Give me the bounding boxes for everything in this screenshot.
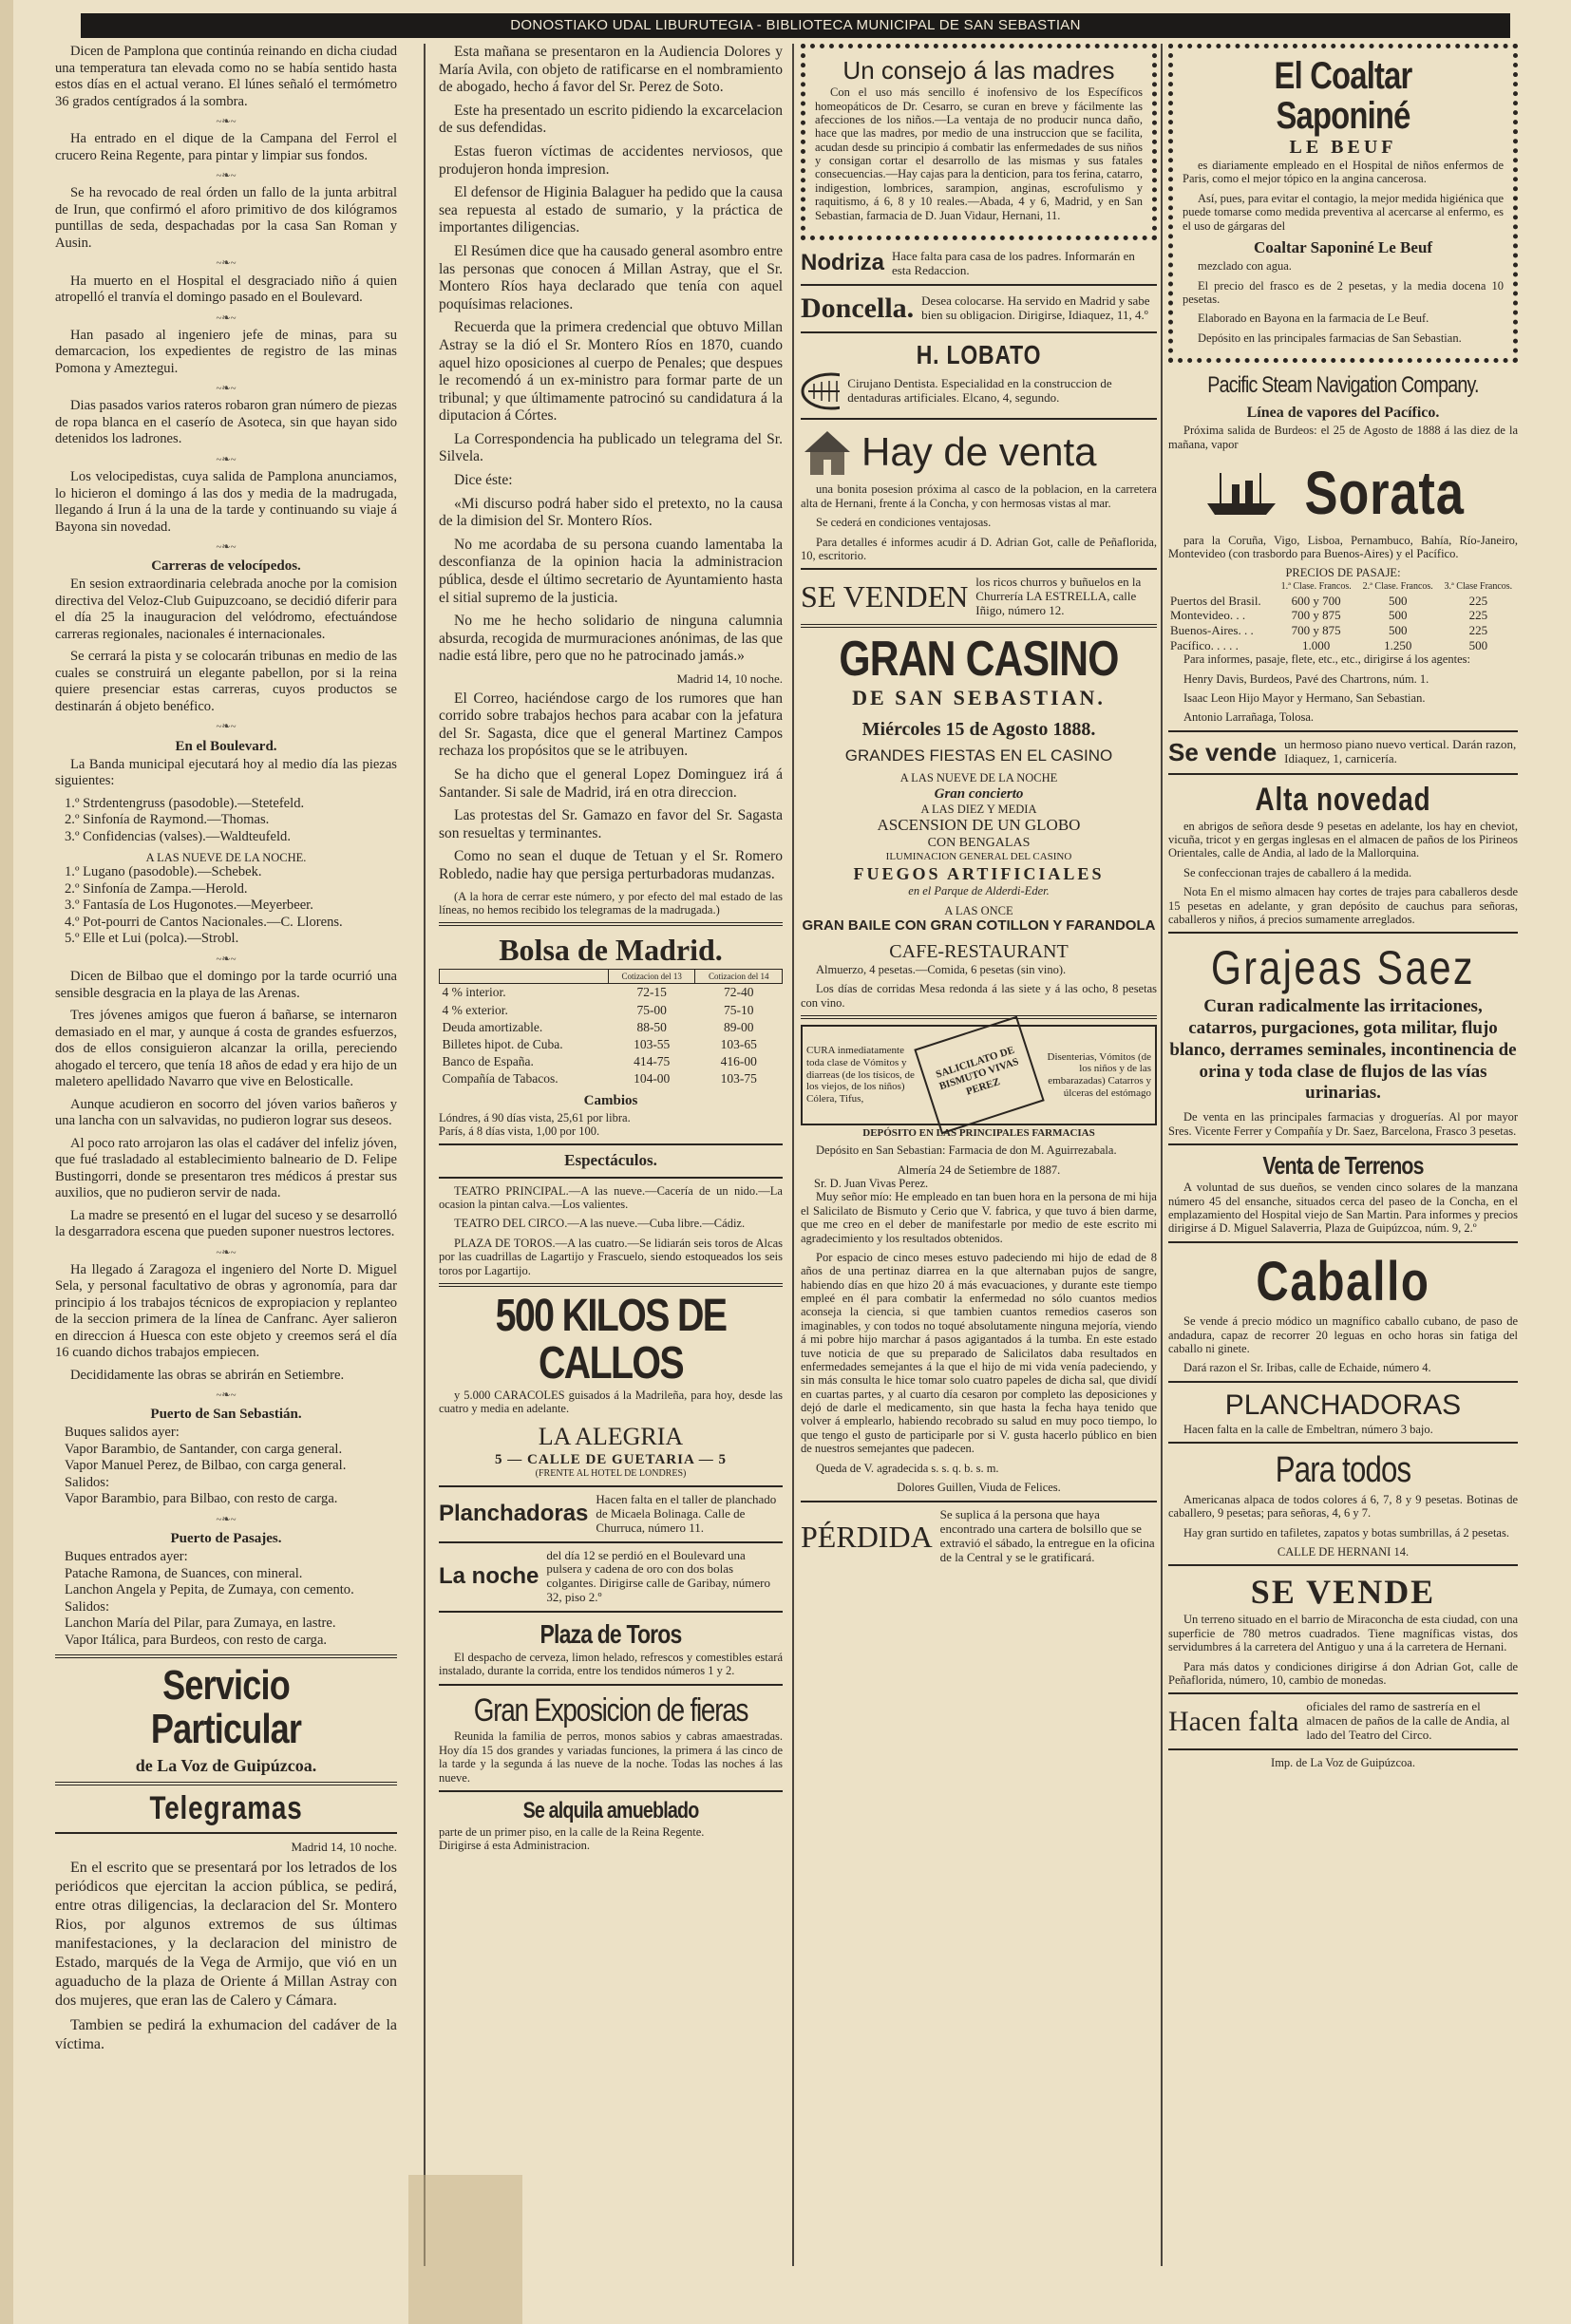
venta-heading: Hay de venta	[861, 429, 1097, 475]
casino-line: en el Parque de Alderdi-Eder.	[908, 884, 1050, 898]
ornament: ~❧~	[216, 383, 237, 395]
ad-text: un hermoso piano nuevo vertical. Darán razon, Idiaquez, 1, carnicería.	[1284, 737, 1517, 766]
ad-text: parte de un primer piso, en la calle de la Reina Regente.	[439, 1824, 705, 1839]
ad-text: Un terreno situado en el barrio de Miraconcha de esta ciudad, con una superficie de 780 metros cuadrados. Tiene magníficas vistas, dos servidumbres á la carretera del Antiguo y una á la carretera de Hernani.	[1168, 1613, 1518, 1654]
telegram-item: Las protestas del Sr. Gamazo en favor del Sr. Sagasta son resueltas y terminantes.	[439, 807, 783, 841]
program-item: 5.º Elle et Lui (polca).—Strobl.	[65, 931, 239, 947]
ad-text: oficiales del ramo de sastrería en el almacen de paños de la calle de Andia, al lado del Teatro del Circo.	[1306, 1699, 1510, 1743]
dateline: Madrid 14, 10 noche.	[291, 1840, 397, 1855]
show-listing: PLAZA DE TOROS.—A las cuatro.—Se lidiarán seis toros de Alcas por las cuadrillas de Lagartijo y Frascuelo, siendo estoqueados los seis toros por Lagartijo.	[439, 1236, 783, 1277]
vende-heading: Se vende	[1168, 737, 1278, 766]
section-heading: Cambios	[583, 1092, 638, 1108]
ad-text: en abrigos de señora desde 9 pesetas en adelante, los hay en cheviot, vicuña, tricot y en gergas inglesas en el almacen de paños de los Pirineos Orientales, calle de Andia, al lado de la Mallorquina.	[1168, 819, 1518, 860]
teeth-illustration	[801, 370, 840, 412]
column-rule	[792, 44, 794, 2266]
news-item: Los velocipedistas, cuya salida de Pamplona anunciamos, lo hicieron el domingo á las dos y media de la madrugada, llegando á Irun á la una de la tarde y continuando su viaje á Bayona sin novedad.	[55, 469, 397, 535]
show-listing: TEATRO PRINCIPAL.—A las nueve.—Cacería de un nido.—La ocasion la pintan calva.—Los valientes.	[439, 1183, 783, 1212]
ornament: ~❧~	[216, 953, 237, 965]
program-item: 1.º Strdentengruss (pasodoble).—Stetefeld.	[65, 795, 305, 811]
column-3	[801, 44, 1157, 2271]
telegram-item: El Correo, haciéndose cargo de los rumores que han corrido sobre trabajos hechos para acabar con la jefatura del Sr. Sagasta, dice que el general Martinez Campos rechaza los propósitos que se le atribuyen.	[439, 690, 783, 760]
ship-entry: Vapor Barambio, de Santander, con carga general.	[65, 1441, 343, 1457]
ship-entry: Buques salidos ayer:	[65, 1425, 180, 1441]
program-item: 2.º Sinfonía de Raymond.—Thomas.	[65, 812, 270, 827]
ship-entry: Salidos:	[65, 1474, 110, 1490]
column-header: 3.ª Clase Francos.	[1444, 580, 1513, 592]
editor-note: (A la hora de cerrar este número, y por efecto del mal estado de las líneas, no hemos recibido los telegramas de la madrugada.)	[439, 889, 783, 916]
ornament: ~❧~	[216, 1513, 237, 1525]
ad-address: CALLE DE HERNANI 14.	[1277, 1544, 1410, 1559]
ad-text: Así, pues, para evitar el contagio, la mejor medida higiénica que puede tomarse como medida preventiva al acercarse al enfermo, es el uso de gárgaras del	[1183, 191, 1504, 233]
grajeas-claims: Curan radicalmente las irritaciones, catarros, purgaciones, gota militar, flujo blanco, derrames seminales, incontinencia de orina y toda clase de flujos de las vías urinarias.	[1169, 996, 1517, 1104]
ad-text: Para informes, pasaje, flete, etc., etc., dirigirse á los agentes:	[1183, 652, 1470, 667]
program-item: 4.º Pot-pourri de Cantos Nacionales.—C. Llorens.	[65, 914, 343, 930]
bolsa-heading: Bolsa de Madrid.	[499, 933, 723, 968]
ad-text: CURA inmediatamente toda clase de Vómitos y diarreas (de los tísicos, de los viejos, de los niños) Cólera, Tifus,	[806, 1045, 915, 1105]
planchadoras-heading: PLANCHADORAS	[1224, 1389, 1462, 1421]
ad-text: Próxima salida de Burdeos: el 25 de Agosto de 1888 á las diez de la mañana, vapor	[1168, 424, 1518, 451]
telegram-item: Como no sean el duque de Tetuan y el Sr. Romero Robledo, nadie hay que persiga perturbadoras mudanzas.	[439, 848, 783, 882]
ad-text: A voluntad de sus dueños, se venden cinco solares de la manzana número 45 del ensanche, situados cerca del paseo de la Concha, en el emplazamiento del Hospital viejo de San Martin. Para informes y precios dirigirse á D. Miguel Salaverria, Plaza de Guipúzcoa, núm. 9, 2.º	[1168, 1181, 1518, 1236]
noche-heading: La noche	[439, 1562, 539, 1589]
ad-text: Hacen falta en el taller de planchado de Micaela Bolinaga. Calle de Churruca, número 11.	[596, 1491, 777, 1535]
news-item: Ha llegado á Zaragoza el ingeniero del Norte D. Miguel Sela, y personal facultativo de obras y agronomía, para dar principio á los trabajos técnicos de expropiacion y replanteo de la seccion primera de la línea de Canfranc. Ayer salieron en direccion á Huesca con este objeto y creemos será el día 16 cuando dichos trabajos empiecen.	[55, 1261, 397, 1361]
caballo-heading: Caballo	[1256, 1250, 1430, 1313]
casino-subheading: DE SAN SEBASTIAN.	[852, 685, 1106, 709]
ship-entry: Lanchon Angela y Pepita, de Zumaya, con cemento.	[65, 1582, 354, 1598]
section-heading: En el Boulevard.	[175, 738, 277, 754]
alegria-note: (FRENTE AL HOTEL DE LONDRES)	[535, 1467, 687, 1479]
coaltar-name: Coaltar Saponiné Le Beuf	[1253, 237, 1433, 256]
ad-text: Hace falta para casa de los padres. Informarán en esta Redaccion.	[892, 248, 1135, 277]
telegram-item: Estas fueron víctimas de accidentes nerviosos, que produjeron honda impresion.	[439, 142, 783, 178]
precios-table	[1168, 580, 1518, 652]
ad-text: El precio del frasco es de 2 pesetas, y la media docena 10 pesetas.	[1183, 278, 1504, 307]
telegram-item: Esta mañana se presentaron en la Audiencia Dolores y María Avila, con objeto de ratificarse en el nombramiento de abogado, hecho á favor del Sr. Perez de Soto.	[439, 44, 783, 96]
ad-text: Dirigirse á esta Administracion.	[439, 1839, 590, 1853]
telegramas-heading: Telegramas	[149, 1790, 303, 1827]
news-item: Dicen de Bilbao que el domingo por la tarde ocurrió una sensible desgracia en la playa de las Arenas.	[55, 969, 397, 1001]
lobato-heading: H. LOBATO	[916, 339, 1042, 369]
column-rule	[424, 44, 426, 2266]
sevende-heading: SE VENDE	[1250, 1573, 1436, 1612]
news-item: Dias pasados varios rateros robaron gran número de piezas de ropa blanca en el caserío de Asoteca, sin que hayan sido detenidos los ladrones.	[55, 398, 397, 447]
telegram-item: Dice éste:	[454, 472, 513, 489]
exchange-rate: París, á 8 días vista, 1,00 por 100.	[439, 1124, 600, 1138]
casino-line: A LAS DIEZ Y MEDIA	[920, 802, 1037, 816]
column-rule	[1161, 44, 1163, 2266]
ad-text: Depósito en San Sebastian: Farmacia de don M. Aguirrezabala.	[816, 1143, 1117, 1158]
pacific-subheading: Línea de vapores del Pacífico.	[1246, 404, 1440, 421]
ornament: ~❧~	[216, 170, 237, 182]
news-item: Aunque acudieron en socorro del jóven varios bañeros y una lancha con un salvavidas, no pudieron lograr sus deseos.	[55, 1096, 397, 1129]
ad-text: El despacho de cerveza, limon helado, refrescos y comestibles estará instalado, durante la corrida, entre los tendidos números 1 y 2.	[439, 1650, 783, 1678]
ad-text: Disenterias, Vómitos (de los niños y de las embarazadas) Catarros y úlceras del estómago	[1047, 1050, 1151, 1099]
ornament: ~❧~	[216, 541, 237, 554]
ad-text: Para detalles é informes acudir á D. Adrian Got, calle de Peñaflorida, 10, escritorio.	[801, 535, 1157, 562]
ad-text: y 5.000 CARACOLES guisados á la Madrileña, para hoy, desde las cuatro y media en adelante.	[439, 1388, 783, 1416]
ad-text: Dará razon el Sr. Iribas, calle de Echaide, número 4.	[1183, 1361, 1431, 1375]
news-item: Se cerrará la pista y se colocarán tribunas en medio de las cuales se construirá un elegante pabellon, por si la reina quiere presenciar estas carreras, cuyos productos se destinarán á objeto benéfico.	[55, 649, 397, 714]
news-item: Se ha revocado de real órden un fallo de la junta arbitral de Irun, que confirmó el aforo primitivo de dos kilógramos puntillas de seda, despachadas por la casa San Roman y Ausin.	[55, 185, 397, 251]
agent-entry: Antonio Larrañaga, Tolosa.	[1183, 710, 1315, 725]
news-item: Dicen de Pamplona que continúa reinando en dicha ciudad una temperatura tan elevada como no se había sentido hasta estos días en el actual verano. El lúnes señaló el termómetro 36 grados centígrados á la sombra.	[55, 44, 397, 109]
steamship-illustration	[1203, 467, 1279, 519]
letter-recipient: Sr. D. Juan Vivas Perez.	[814, 1177, 929, 1190]
section-heading: Carreras de velocípedos.	[151, 558, 301, 575]
ornament: ~❧~	[216, 312, 237, 324]
ship-entry: Patache Ramona, de Suances, con mineral.	[65, 1565, 303, 1581]
telegram-item: Recuerda que la primera credencial que obtuvo Millan Astray se la dió el Sr. Montero Ríos en 1870, cuando aquel hizo oposiciones al cuerpo de Penales; que despues le recomendó á un ex-ministro para formar parte de un tribunal; y que últimamente patrocinó su candidatura á la diputacion á Córtes.	[439, 319, 783, 425]
table-row: Puertos del Brasil. 600 y 700 500 225	[1170, 593, 1488, 608]
agent-entry: Isaac Leon Hijo Mayor y Hermano, San Sebastian.	[1183, 690, 1426, 705]
section-heading: Puerto de San Sebastián.	[150, 1407, 302, 1423]
table-row: Banco de España. 414-75 416-00	[442, 1054, 757, 1069]
ad-text: Se vende á precio módico un magnífico caballo cubano, de paso de andadura, capaz de recorrer 20 leguas en ocho horas sin fatiga del caballo ni ginete.	[1168, 1314, 1518, 1356]
consejo-ad	[801, 44, 1157, 240]
ad-text: para la Coruña, Vigo, Lisboa, Pernambuco, Bahía, Río-Janeiro, Montevideo (con trasbordo para Buenos-Aires) y el Pacífico.	[1168, 533, 1518, 561]
table-row: Billetes hipot. de Cuba. 103-55 103-65	[442, 1037, 757, 1052]
telegram-item: No me he hecho solidario de ninguna calumnia absurda, recogida de murmuraciones anónimas, de las que nadie está libre, pero que no he patrocinado jamás.»	[439, 613, 783, 665]
casino-line: CON BENGALAS	[927, 835, 1031, 850]
column-header: 1.ª Clase. Francos.	[1280, 580, 1352, 592]
column-header: Cotizacion del 14	[695, 969, 783, 984]
ad-text: Se confeccionan trajes de caballero á la medida.	[1183, 865, 1412, 879]
ad-text: es diariamente empleado en el Hospital de niños enfermos de Paris, como el mejor tópico en la angina cancerosa.	[1183, 159, 1504, 186]
section-heading: Puerto de Pasajes.	[170, 1531, 282, 1547]
ad-text: De venta en las principales farmacias y droguerías. Al por mayor Sres. Vicente Ferrer y Compañía y Dr. Saez, Barcelona, Frasco 3 pesetas.	[1168, 1110, 1518, 1138]
news-item: La madre se presentó en el lugar del suceso y se desarrolló la desgarradora escena que pueden suponer nuestros lectores.	[55, 1207, 397, 1240]
ad-text: del día 12 se perdió en el Boulevard una pulsera y cadena de oro con dos bolas colgantes. Dirigirse calle de Garibay, número 32, piso 2.º	[546, 1547, 770, 1605]
show-listing: TEATRO DEL CIRCO.—A las nueve.—Cuba libre.—Cádiz.	[454, 1217, 746, 1231]
callos-heading: 500 KILOS DE CALLOS	[495, 1290, 727, 1389]
ad-text: Hay gran surtido en tafiletes, zapatos y botas sumbrillas, á 2 pesetas.	[1183, 1525, 1509, 1540]
exchange-rate: Lóndres, á 90 días vista, 25,61 por libra.	[439, 1110, 631, 1124]
ornament: ~❧~	[216, 1389, 237, 1402]
falta-heading: Hacen falta	[1168, 1705, 1299, 1737]
house-illustration	[801, 425, 854, 479]
news-item: Ha entrado en el dique de la Campana del Ferrol el crucero Reina Regente, para pintar y limpiar sus fondos.	[55, 131, 397, 163]
ad-text: Los días de corridas Mesa redonda á las siete y á las ocho, 8 pesetas con vino.	[801, 982, 1157, 1010]
paper-stain	[408, 2175, 522, 2324]
ornament: ~❧~	[216, 1246, 237, 1258]
ad-text: Reunida la familia de perros, monos sabios y cabras amaestradas. Hoy día 15 dos grandes y variadas funciones, la primera á las cinco de la tarde y la segunda á las nueve de la noche. Todas las noches á las nueve.	[439, 1729, 783, 1785]
agent-entry: Henry Davis, Burdeos, Pavé des Chartrons, núm. 1.	[1183, 671, 1429, 686]
ornament: ~❧~	[216, 116, 237, 127]
ad-text: Nota En el mismo almacen hay cortes de trajes para caballeros desde 15 pesetas en adelante, y gran depósito de cauchus para señoras, caballeros y niños, á precios sumamente arreglados.	[1168, 885, 1518, 926]
casino-heading: GRAN CASINO	[839, 632, 1119, 688]
table-row: Pacífico. . . . . 1.000 1.250 500	[1170, 637, 1488, 652]
ad-text: mezclado con agua.	[1198, 259, 1292, 274]
telegram-item: «Mi discurso podrá haber sido el pretexto, no la causa de la dimision del Sr. Montero Ríos.	[439, 495, 783, 530]
letter-paragraph: Queda de V. agradecida s. s. q. b. s. m.	[816, 1461, 999, 1475]
coaltar-ad	[1168, 44, 1518, 363]
page-edge	[0, 0, 13, 2324]
casino-fiestas: GRANDES FIESTAS EN EL CASINO	[844, 746, 1113, 765]
coaltar-heading: El Coaltar Saponiné	[1274, 55, 1412, 137]
casino-line: ILUMINACION GENERAL DEL CASINO	[885, 851, 1072, 863]
doncella-heading: Doncella.	[801, 292, 915, 324]
casino-line: A LAS ONCE	[944, 903, 1013, 917]
column-1	[55, 44, 397, 2271]
telegram-item: No me acordaba de su persona cuando lamentaba la desconfianza de la opinion hacia la administracion pública, desde el último secretario de Ayuntamiento hasta el sitial supremo de la justicia.	[439, 536, 783, 606]
product-label: SALICILATO DE BISMUTO VIVAS PEREZ	[914, 1016, 1044, 1135]
bolsa-table	[439, 969, 783, 1088]
ad-text: Cirujano Dentista. Especialidad en la construccion de dentaduras artificiales. Elcano, 4, segundo.	[847, 376, 1112, 406]
ad-text: los ricos churros y buñuelos en la Churrería LA ESTRELLA, calle Iñigo, número 12.	[975, 575, 1142, 618]
table-row: Montevideo. . . 700 y 875 500 225	[1170, 608, 1488, 623]
column-2	[439, 44, 783, 2271]
letter-paragraph: Muy señor mío: He empleado en tan buen hora en la persona de mi hija el Salicilato de Bismuto y Cerio que V. fabrica, y que tuvo á bien darme, que me creo en el deber de manifestarle por medio de este escrito mi agradecimiento y los resultados obtenidos.	[801, 1190, 1157, 1245]
coaltar-subheading: LE BEUF	[1289, 137, 1397, 158]
ad-text: DEPÓSITO EN LAS PRINCIPALES FARMACIAS	[862, 1127, 1095, 1140]
fieras-heading: Gran Exposicion de fieras	[473, 1691, 748, 1729]
casino-line: Gran concierto	[934, 785, 1024, 802]
sorata-heading: Sorata	[1304, 458, 1466, 527]
toros-heading: Plaza de Toros	[539, 1619, 682, 1650]
ad-text: Hacen falta en la calle de Embeltran, número 3 bajo.	[1183, 1422, 1433, 1436]
ornament: ~❧~	[216, 257, 237, 270]
news-item: Tres jóvenes amigos que fueron á bañarse, se internaron demasiado en el mar, y aunque á costa de grandes esfuerzos, dos de ellos consiguieron alcanzar la orilla, pereciendo ahogado el tercero, que tenía 18 años de edad y era hijo de un maletero apellidado Navarro que vive en Belosticalle.	[55, 1008, 397, 1090]
telegram-item: Este ha presentado un escrito pidiendo la excarcelacion de sus defendidas.	[439, 102, 783, 137]
ornament: ~❧~	[216, 453, 237, 465]
ornament: ~❧~	[216, 721, 237, 733]
section-heading: Espectáculos.	[564, 1151, 657, 1170]
telegram-item: Se ha dicho que el general Lopez Dominguez irá á Santander. Si sale de Madrid, irá en otra direccion.	[439, 765, 783, 801]
grajeas-heading: Grajeas Saez	[1211, 941, 1475, 995]
column-header: Cotizacion del 13	[608, 969, 695, 984]
ad-text: Elaborado en Bayona en la farmacia de Le Beuf.	[1198, 312, 1429, 326]
news-item: Ha muerto en el Hospital el desgraciado niño á quien atropelló el tranvía el domingo pasado en el Boulevard.	[55, 273, 397, 306]
planchadoras-heading: Planchadoras	[439, 1500, 589, 1526]
terrenos-heading: Venta de Terrenos	[1262, 1151, 1424, 1181]
program-item: 1.º Lugano (pasodoble).—Schebek.	[65, 864, 262, 880]
ship-entry: Lanchon María del Pilar, para Zumaya, en lastre.	[65, 1615, 336, 1632]
telegram-item: La Correspondencia ha publicado un telegrama del Sr. Silvela.	[439, 430, 783, 465]
news-item: La Banda municipal ejecutará hoy al medio día las piezas siguientes:	[55, 756, 397, 788]
novedad-heading: Alta novedad	[1255, 781, 1431, 818]
alquila-heading: Se alquila amueblado	[522, 1797, 699, 1823]
precios-heading: PRECIOS DE PASAJE:	[1285, 566, 1401, 580]
todos-heading: Para todos	[1275, 1450, 1411, 1491]
ad-text: Desea colocarse. Ha servido en Madrid y sabe bien su obligacion. Dirigirse, Idiaquez, 11, 4.º	[921, 293, 1150, 322]
ad-text: Americanas alpaca de todos colores á 6, 7, 8 y 9 pesetas. Botinas de caballero, 9 pesetas; para señoras, 4, 6 y 7.	[1168, 1492, 1518, 1521]
news-item: En sesion extraordinaria celebrada anoche por la comision directiva del Veloz-Club Guipuzcoano, se decidió diferir para el día 25 la inauguracion del velódromo, efectuándose carreras regionales, nacionales é internacionales.	[55, 576, 397, 642]
letter-date: Almería 24 de Setiembre de 1887.	[897, 1162, 1061, 1177]
program-item: 2.º Sinfonía de Zampa.—Herold.	[65, 880, 248, 897]
telegram-item: El defensor de Higinia Balaguer ha pedido que la causa sea repuesta al estado de sumario, y la práctica de importantes diligencias.	[439, 184, 783, 236]
servicio-subheading: de La Voz de Guipúzcoa.	[135, 1755, 317, 1775]
library-banner: DONOSTIAKO UDAL LIBURUTEGIA - BIBLIOTECA MUNICIPAL DE SAN SEBASTIAN	[81, 13, 1510, 38]
salicilato-ad	[801, 1025, 1157, 1125]
casino-line: FUEGOS ARTIFICIALES	[853, 863, 1105, 883]
ship-entry: Buques entrados ayer:	[65, 1549, 188, 1565]
servicio-heading: Servicio Particular	[150, 1662, 302, 1753]
consejo-heading: Un consejo á las madres	[842, 56, 1115, 85]
news-item: Decididamente las obras se abrirán en Setiembre.	[70, 1367, 345, 1383]
nodriza-heading: Nodriza	[801, 250, 885, 276]
telegram-item: El Resúmen dice que ha causado general asombro entre las personas que conocen á Millan Astray, que el Sr. Montero Ríos haya declarado que tenía con aquel poquísimas relaciones.	[439, 242, 783, 312]
pacific-heading: Pacific Steam Navigation Company.	[1207, 372, 1479, 399]
table-row: Compañía de Tabacos. 104-00 103-75	[442, 1071, 757, 1086]
program-item: 3.º Confidencias (valses).—Waldteufeld.	[65, 828, 291, 844]
ad-text: Se cederá en condiciones ventajosas.	[816, 516, 992, 530]
column-4	[1168, 44, 1518, 2271]
ad-text: Para más datos y condiciones dirigirse á don Adrian Got, calle de Peñaflorida, número, 10, cambio de monedas.	[1168, 1659, 1518, 1687]
alegria-address: 5 — CALLE DE GUETARIA — 5	[495, 1451, 727, 1467]
dateline: Madrid 14, 10 noche.	[676, 671, 783, 686]
program-item: 3.º Fantasía de Los Hugonotes.—Meyerbeer.	[65, 897, 313, 914]
printer-imprint: Imp. de La Voz de Guipúzcoa.	[1271, 1756, 1415, 1770]
ad-text: Almuerzo, 4 pesetas.—Comida, 6 pesetas (sin vino).	[816, 962, 1067, 976]
ship-entry: Salidos:	[65, 1598, 110, 1615]
table-row: 4 % interior. 72-15 72-40	[442, 985, 754, 1000]
telegram-item: Tambien se pedirá la exhumacion del cadáver de la víctima.	[55, 2017, 397, 2053]
program-subheading: A LAS NUEVE DE LA NOCHE.	[145, 851, 307, 864]
letter-paragraph: Por espacio de cinco meses estuvo padeciendo mi hijo de edad de 8 años de una pertinaz diarrea en la que alternaban pujos de sangre, habiendo días en que hizo 20 á más evacuaciones, y durante este tiempo empleé en él para combatir la enfermedad no sólo cuantos medios aconseja la ciencia, si que tambien cuantos remedios caseros son imaginables, y con todos no toqué absolutamente ninguna mejoría, viendo á mi pobre hijo marchar á pasos agigantados á la tumba. En este estado tuve noticia de que su preparado de Salicilatos daba resultados en enfermedades semejantes á la que el hijo de mi vida venía padeciendo, y sin más consulta le hice tomar solo cuatro papeles de dicha sal, que dividí en cuartas partes, y al cuarto día cesaron por completo las deposiciones y dejó de darle el medicamento, sin que hasta la fecha haya tenido que volver á emplearlo, habiendo recobrado su salud en muy poco tiempo, lo que tengo el gusto de participarle por si V. gusta hacerlo público en bien de nuestros semejantes que padecen.	[801, 1250, 1157, 1456]
casino-line: GRAN BAILE CON GRAN COTILLON Y FARANDOLA	[802, 916, 1156, 934]
ad-text: Depósito en las principales farmacias de San Sebastian.	[1198, 331, 1462, 345]
ad-text: una bonita posesion próxima al casco de la poblacion, en la carretera alta de Hernani, frente á la Concha, y con hermosas vistas al mar.	[801, 482, 1157, 510]
ship-entry: Vapor Manuel Perez, de Bilbao, con carga general.	[65, 1458, 347, 1474]
venden-heading: SE VENDEN	[801, 579, 969, 614]
table-row: 4 % exterior. 75-00 75-10	[442, 1002, 754, 1017]
casino-line: A LAS NUEVE DE LA NOCHE	[899, 771, 1058, 785]
ad-text: Se suplica á la persona que haya encontrado una cartera de bolsillo que se extravió el sábado, la entregue en la oficina de la Central y se le gratificará.	[939, 1506, 1155, 1564]
casino-date: Miércoles 15 de Agosto 1888.	[861, 719, 1096, 741]
ship-entry: Vapor Itálica, para Burdeos, con resto de carga.	[65, 1632, 328, 1648]
column-header: 2.ª Clase. Francos.	[1362, 580, 1433, 592]
perdida-heading: PÉRDIDA	[801, 1519, 933, 1554]
cafe-heading: CAFE-RESTAURANT	[889, 940, 1069, 962]
table-row: Deuda amortizable. 88-50 89-00	[442, 1019, 754, 1034]
table-row: Buenos-Aires. . . 700 y 875 500 225	[1170, 622, 1488, 637]
telegram-item: En el escrito que se presentará por los letrados de los periódicos que ejercitan la accion pública, se pedirá, entre otras diligencias, la declaracion del Sr. Montero Rios, por algunos extremos de sus últimas manifestaciones, y la declaracion del ministro de Estado, marqués de la Vega de Armijo, que vió en un aguaducho de la plaza de Oriente á Millan Astray con dos mujeres, que eran las de Calero y Cámara.	[55, 1860, 397, 2010]
news-item: Al poco rato arrojaron las olas el cadáver del infeliz jóven, que fué trasladado al establecimiento balneario de D. Felipe Bustingorri, donde se presentaron tres médicos á prestar sus auxilios, que no pudieron servir de nada.	[55, 1135, 397, 1201]
letter-signature: Dolores Guillen, Viuda de Felices.	[897, 1480, 1061, 1494]
news-item: Han pasado al ingeniero jefe de minas, para su demarcacion, los expedientes de registro de las minas Pomona y Ameztegui.	[55, 327, 397, 376]
casino-line: ASCENSION DE UN GLOBO	[877, 816, 1081, 835]
ship-entry: Vapor Barambio, para Bilbao, con resto de carga.	[65, 1491, 338, 1507]
alegria-heading: LA ALEGRIA	[538, 1422, 684, 1450]
ad-text: Con el uso más sencillo é inofensivo de los Específicos homeopáticos de Dr. Cesarro, se curan en breve y fácilmente las afecciones de los niños.—La ventaja de no producir nunca daño, hace que las madres, por medio de una instruccion que se facilita, acudan desde su principio á combatir las enfermedades de sus niños y consigan cortar el desarrollo de las mismas y sus fatales consecuencias.—Hay cajas para la denticion, para tos ferina, catarro, indigestion, lombrices, sarampion, anginas, escrofulismo y raquitismo, á 6, 8 y 10 reales.—Abada, 4 y 6, Madrid, y en San Sebastian, farmacia de D. Juan Vidaur, Hernani, 11.	[815, 85, 1143, 222]
